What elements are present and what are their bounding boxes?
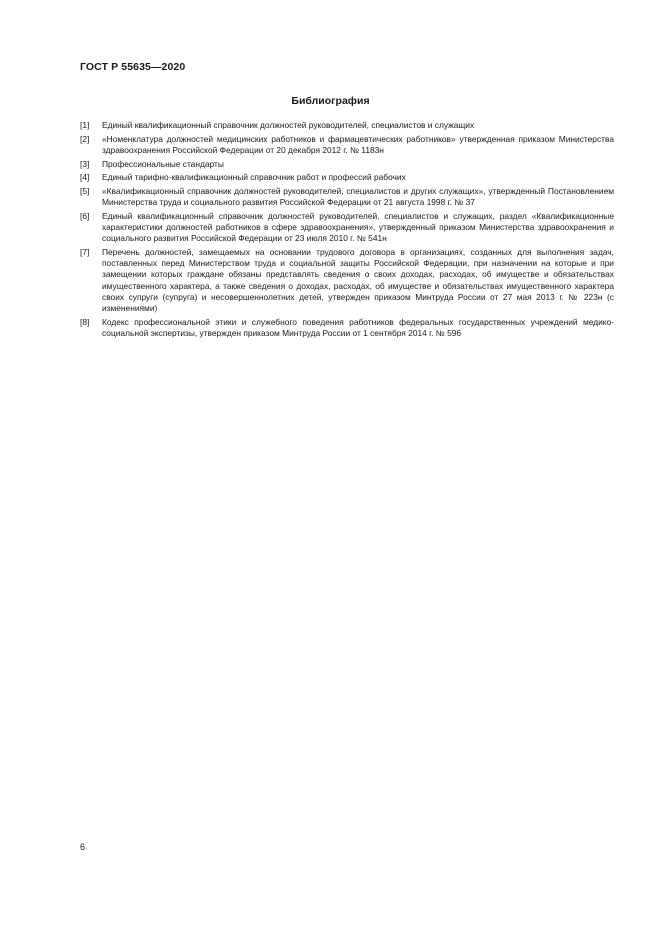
bibliography-item (80, 172, 614, 183)
bibliography-item (80, 159, 614, 170)
bibliography-item-text: Профессиональные стандарты (102, 158, 224, 169)
bibliography-item-text: «Квалификационный справочник должностей руководителей, специалистов и других служащих», утвержденный Постановлением Министерства труда и социального развития Российской Федерации от 21 августа 1998 г. № 37 (102, 186, 614, 208)
bibliography-item (80, 317, 614, 339)
bibliography-item-number: [7] (80, 247, 90, 258)
bibliography-item-number: [6] (80, 210, 90, 221)
bibliography-list (80, 120, 614, 342)
page-number: 6 (80, 842, 86, 852)
bibliography-item (80, 186, 614, 208)
bibliography-item-number: [5] (80, 186, 90, 197)
bibliography-item-number: [1] (80, 120, 90, 130)
bibliography-item-number: [8] (80, 316, 90, 327)
bibliography-item (80, 211, 614, 245)
bibliography-item-text: Кодекс профессиональной этики и служебного поведения работников федеральных государственных учреждений медико-социальной экспертизы, утвержден приказом Минтруда России от 1 сентября 2014 г. № 596 (102, 316, 614, 338)
bibliography-item-text: «Номенклатура должностей медицинских работников и фармацевтических работников» утвержденная приказом Министерства здравоохранения Российской Федерации от 20 декабря 2012 г. № 1183н (102, 133, 614, 155)
bibliography-item-number: [3] (80, 158, 90, 169)
bibliography-title: Библиография (291, 95, 370, 107)
bibliography-item-text: Перечень должностей, замещаемых на основании трудового договора в организациях, созданных для выполнения задач, поставленных перед Министерством труда и социальной защиты Российской Федерации, при назначении на которые и при замещении которых граждане обязаны представлять сведения о своих доходах, расходах, об имуществе и обязательствах имущественного характера, а также сведения о доходах, расходах, об имуществе и обязательствах имущественного характера своих супруги (супруга) и несовершеннолетних детей, утвержден приказом Минтруда России от 27 мая 2013 г. № 223н (с изменениями) (102, 247, 614, 314)
document-code: ГОСТ Р 55635—2020 (80, 61, 186, 73)
bibliography-item (80, 247, 614, 314)
bibliography-item-number: [2] (80, 133, 90, 144)
bibliography-item (80, 120, 614, 131)
bibliography-item-text: Единый квалификационный справочник должностей руководителей, специалистов и служащих (102, 120, 475, 130)
bibliography-item-text: Единый квалификационный справочник должностей руководителей, специалистов и служащих, раздел «Квалификационные характеристики должностей работников в сфере здравоохранения», утвержденный приказом Министерства здравоохранения и социального развития Российской Федерации от 23 июля 2010 г. № 541н (102, 210, 614, 244)
bibliography-item (80, 134, 614, 156)
bibliography-item-text: Единый тарифно-квалификационный справочник работ и профессий рабочих (102, 172, 406, 183)
bibliography-item-number: [4] (80, 172, 90, 183)
